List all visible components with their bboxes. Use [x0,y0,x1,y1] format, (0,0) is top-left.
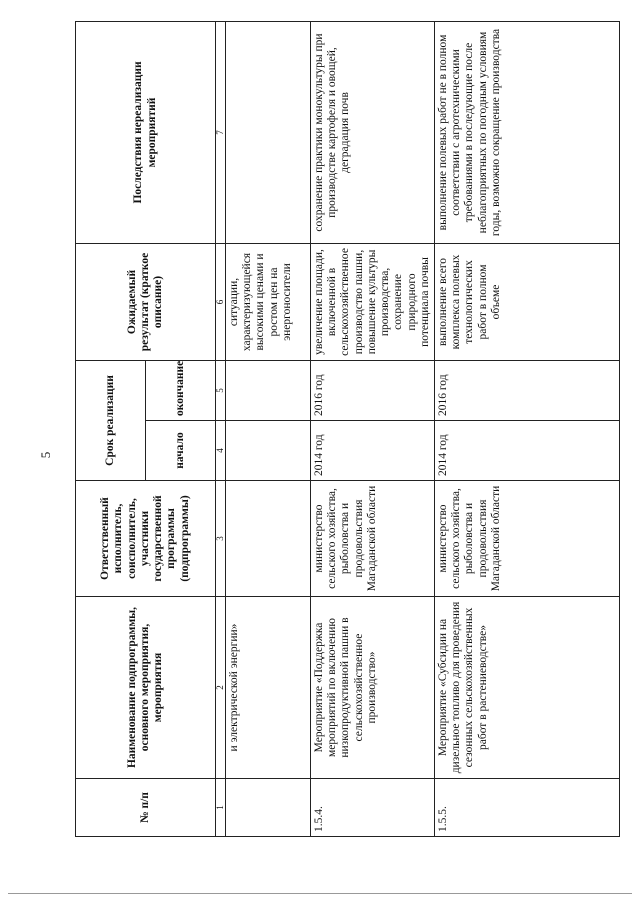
cell-no [226,779,311,837]
column-number: 7 [216,21,226,243]
cell-end: 2016 год [311,360,435,420]
column-number: 1 [216,779,226,837]
header-result: Ожидаемый результат (краткое описание) [76,243,216,360]
header-consequences: Последствия нереализации мероприятий [76,21,216,243]
table-row [226,21,311,836]
cell-responsible: министерство сельского хозяйства, рыболовства и продовольствия Магаданской области [311,481,435,597]
bottom-rule [8,893,632,894]
cell-no: 1.5.5. [434,779,619,837]
table-row [311,21,435,836]
column-number: 3 [216,481,226,597]
header-name: Наименование подпрограммы, основного мероприятия, мероприятия [76,597,216,779]
rotated-table-wrapper [75,22,620,837]
column-number: 6 [216,243,226,360]
header-responsible: Ответственный исполнитель, соисполнитель, участники государственной программы (подпрограммы) [76,481,216,597]
cell-consequences: выполнение полевых работ не в полном соответствии с агротехническими требованиями в последующие после неблагоприятных по погодным условиям годы, возможно сокращение производства [434,21,619,243]
cell-consequences [226,21,311,243]
column-number: 2 [216,597,226,779]
cell-start: 2014 год [311,421,435,481]
cell-result: выполнение всего комплекса полевых технологических работ в полном объеме [434,243,619,360]
table-row [434,21,619,836]
cell-name: Мероприятие «Поддержка мероприятий по включению низкопродуктивной пашни в сельскохозяйственное производство» [311,597,435,779]
cell-start [226,421,311,481]
column-number: 5 [216,360,226,420]
cell-name: и электрической энергии» [226,597,311,779]
header-start: начало [146,421,216,481]
header-row [76,21,146,836]
cell-end: 2016 год [434,360,619,420]
measures-table [75,21,620,837]
header-no: № п/п [76,779,216,837]
column-numbers-row [216,21,226,836]
cell-start: 2014 год [434,421,619,481]
cell-result: ситуации, характеризующейся высокими ценами и ростом цен на энергоносители [226,243,311,360]
cell-name: Мероприятие «Субсидии на дизельное топливо для проведения сезонных сельскохозяйственных работ в растениеводстве» [434,597,619,779]
cell-responsible: министерство сельского хозяйства, рыболовства и продовольствия Магаданской области [434,481,619,597]
header-period: Срок реализации [76,360,146,480]
cell-consequences: сохранение практики монокультуры при производстве картофеля и овощей, деградация почв [311,21,435,243]
header-end: окончание [146,360,216,420]
column-number: 4 [216,421,226,481]
cell-responsible [226,481,311,597]
cell-result: увеличение площади, включенной в сельскохозяйственное производство пашни, повышение культуры производства, сохранение природного потенциала почвы [311,243,435,360]
cell-end [226,360,311,420]
cell-no: 1.5.4. [311,779,435,837]
page-number: 5 [38,451,53,459]
